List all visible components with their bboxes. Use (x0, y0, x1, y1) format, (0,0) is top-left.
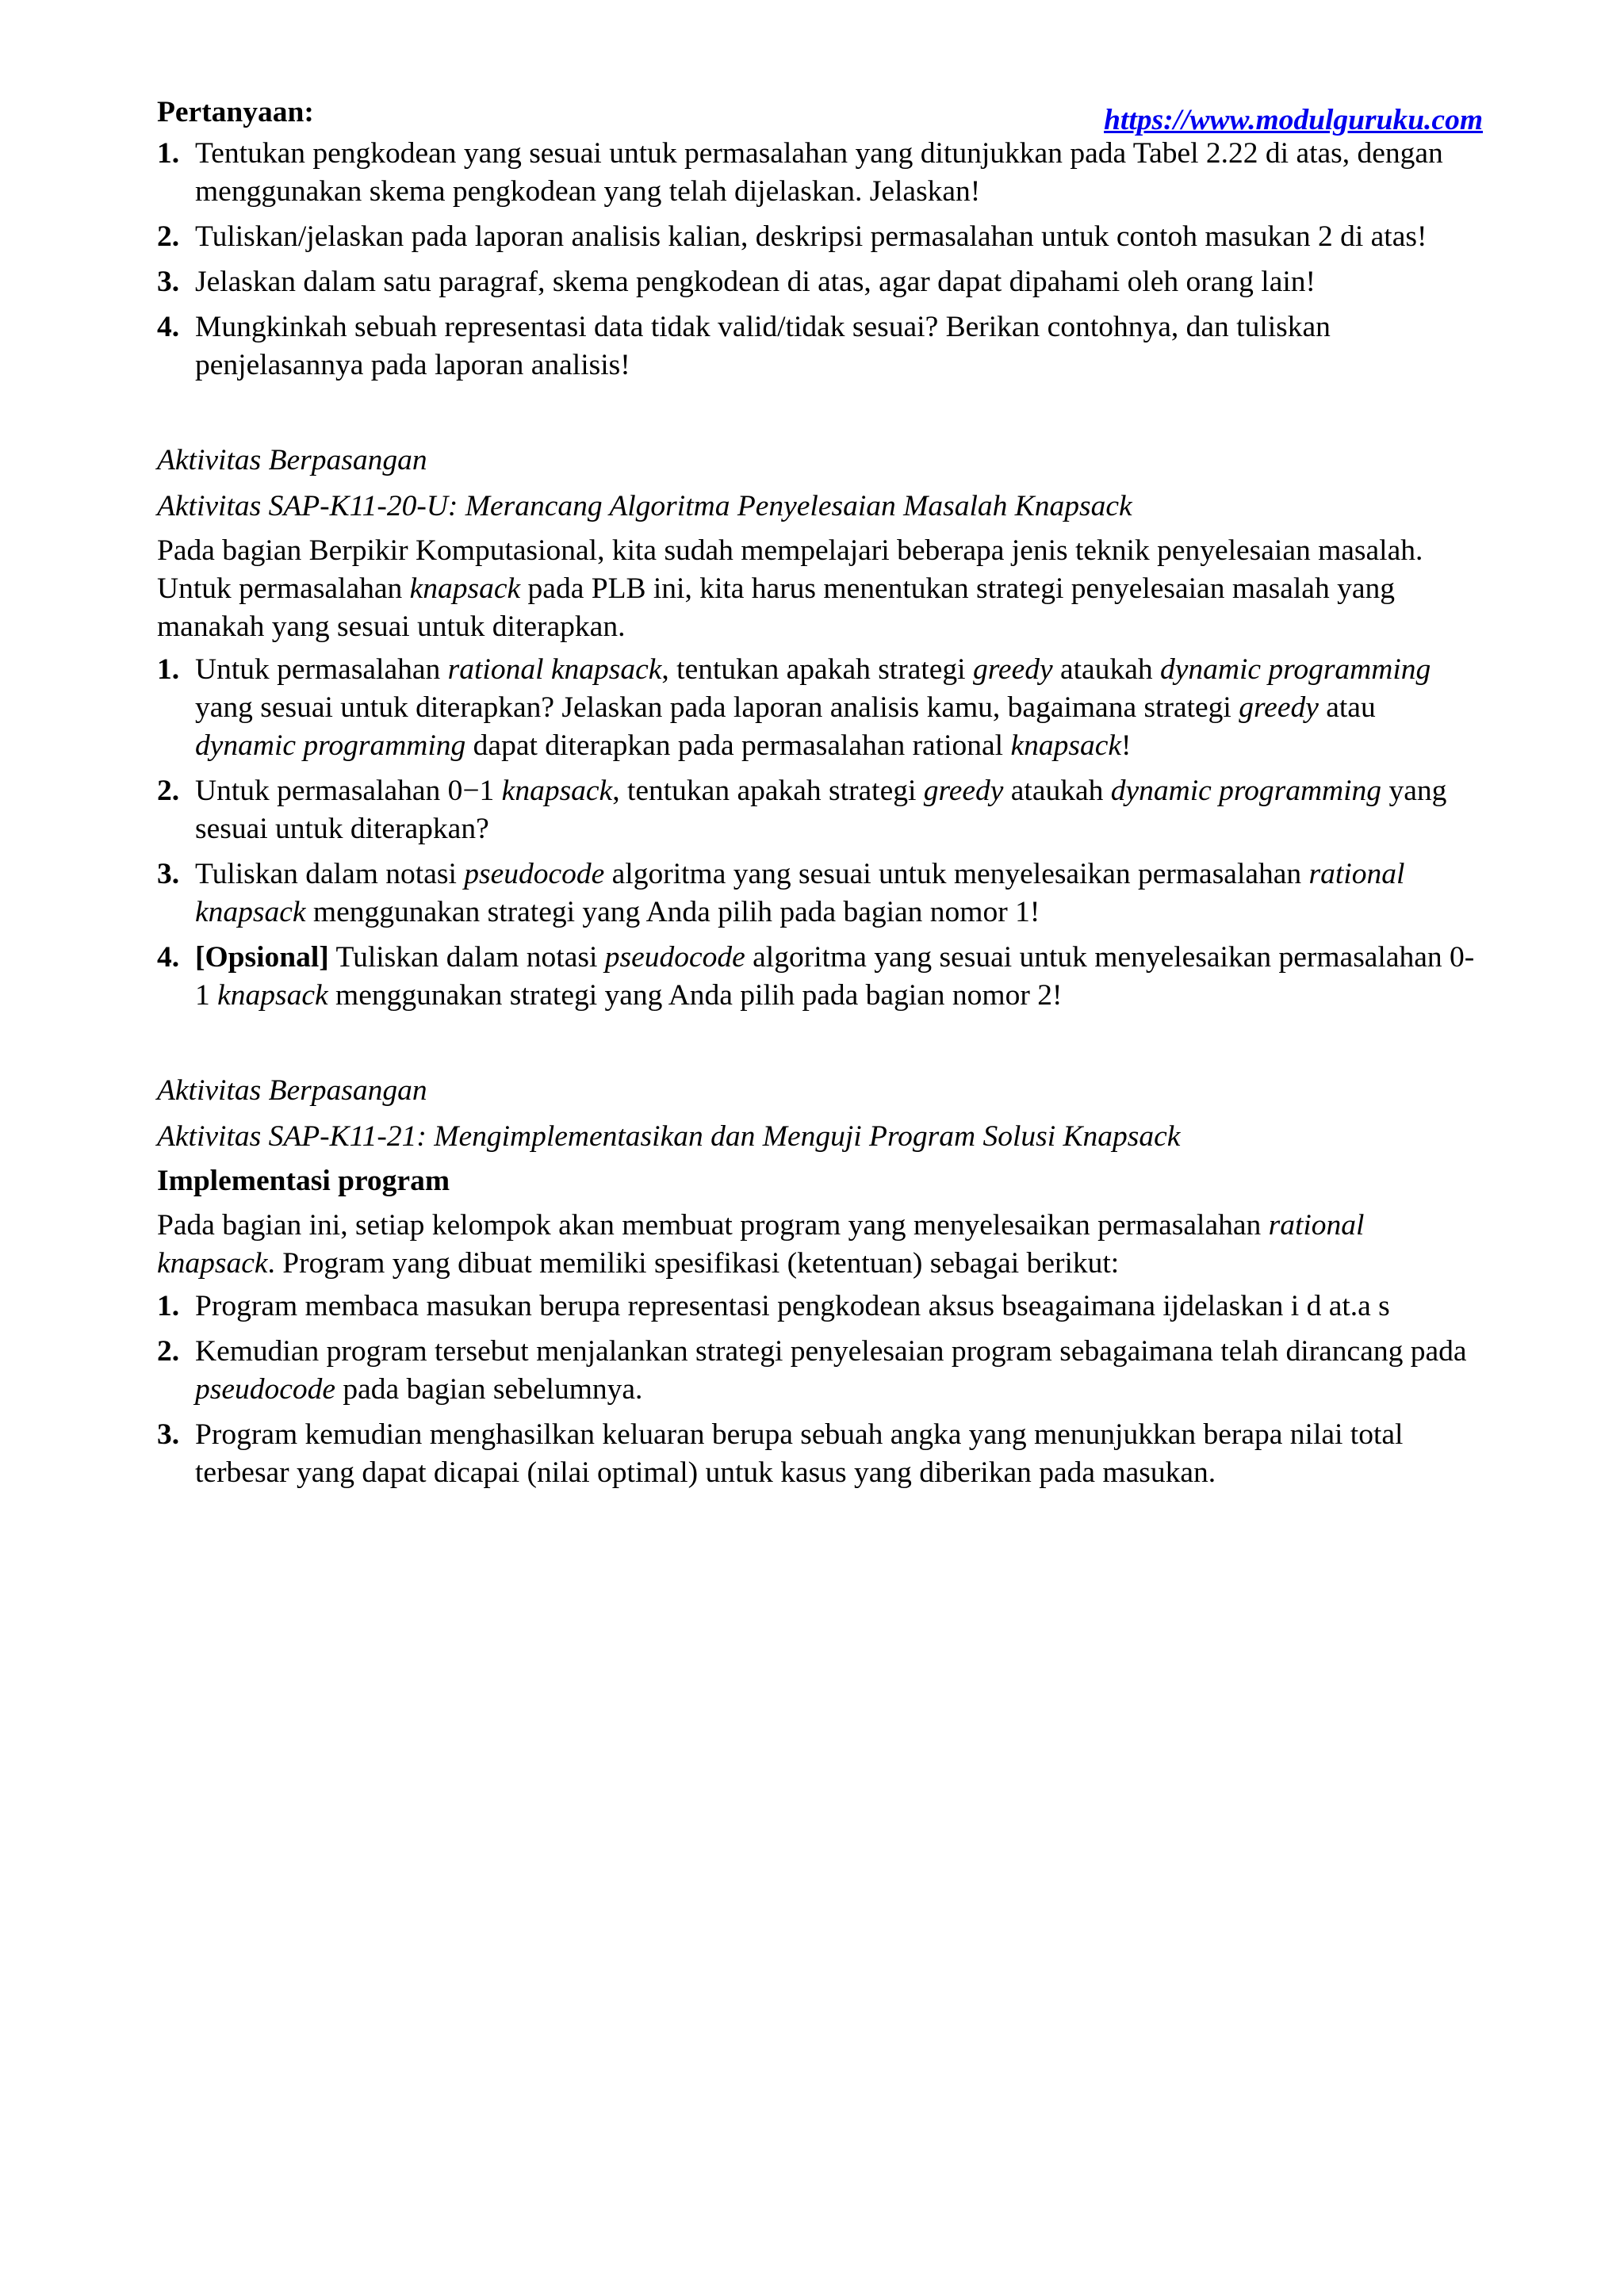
list-number: 1. (157, 137, 180, 170)
list-item (157, 1416, 1483, 1492)
implementation-heading: Implementasi program (157, 1165, 450, 1197)
implementation-intro-paragraph: Pada bagian ini, setiap kelompok akan membuat program yang menyelesaikan permasalahan rational knapsack. Program yang dibuat memiliki spesifikasi (ketentuan) sebagai berikut: (157, 1209, 1365, 1280)
list-item (157, 1333, 1483, 1409)
activity-section-knapsack-implementation (157, 1072, 1483, 1492)
list-number: 1. (157, 1290, 180, 1322)
list-number: 4. (157, 311, 180, 343)
list-item-text: Program kemudian menghasilkan keluaran berupa sebuah angka yang menunjukkan berapa nilai total terbesar yang dapat dicapai (nilai optimal) untuk kasus yang diberikan pada masukan. (195, 1418, 1404, 1489)
list-item-text: Tentukan pengkodean yang sesuai untuk permasalahan yang ditunjukkan pada Tabel 2.22 di atas, dengan menggunakan skema pengkodean yang telah dijelaskan. Jelaskan! (195, 137, 1443, 208)
list-item (157, 218, 1483, 256)
list-number: 1. (157, 653, 180, 686)
list-item (157, 308, 1483, 385)
activity-task-list (157, 651, 1483, 1015)
activity-intro-paragraph: Pada bagian Berpikir Komputasional, kita sudah mempelajari beberapa jenis teknik penyelesaian masalah. Untuk permasalahan knapsack pada PLB ini, kita harus menentukan strategi penyelesaian masalah yang manakah yang sesuai untuk diterapkan. (157, 534, 1423, 643)
list-item (157, 135, 1483, 211)
list-number: 3. (157, 1418, 180, 1451)
list-number: 2. (157, 220, 180, 253)
program-spec-list (157, 1288, 1483, 1492)
list-item (157, 651, 1483, 765)
list-item-text: Untuk permasalahan 0−1 knapsack, tentukan apakah strategi greedy ataukah dynamic programming yang sesuai untuk diterapkan? (195, 775, 1447, 845)
list-number: 3. (157, 858, 180, 890)
activity-title: Aktivitas SAP-K11-21: Mengimplementasikan dan Menguji Program Solusi Knapsack (157, 1120, 1181, 1153)
activity-title: Aktivitas SAP-K11-20-U: Merancang Algoritma Penyelesaian Masalah Knapsack (157, 490, 1132, 522)
list-item (157, 855, 1483, 932)
website-url-link[interactable]: https://www.modulguruku.com (1104, 104, 1483, 136)
list-item-text: Tuliskan dalam notasi pseudocode algoritma yang sesuai untuk menyelesaikan permasalahan rational knapsack menggunakan strategi yang Anda pilih pada bagian nomor 1! (195, 858, 1405, 928)
list-item (157, 1288, 1483, 1326)
list-item-text: Kemudian program tersebut menjalankan strategi penyelesaian program sebagaimana telah dirancang pada pseudocode pada bagian sebelumnya. (195, 1335, 1467, 1406)
list-item (157, 263, 1483, 301)
activity-kind-label: Aktivitas Berpasangan (157, 1074, 427, 1107)
list-item-text: [Opsional] Tuliskan dalam notasi pseudocode algoritma yang sesuai untuk menyelesaikan permasalahan 0-1 knapsack menggunakan strategi yang Anda pilih pada bagian nomor 2! (195, 941, 1475, 1012)
list-number: 4. (157, 941, 180, 974)
list-number: 2. (157, 1335, 180, 1368)
list-item-text: Untuk permasalahan rational knapsack, tentukan apakah strategi greedy ataukah dynamic programming yang sesuai untuk diterapkan? Jelaskan pada laporan analisis kamu, bagaimana strategi greedy atau dynamic programming dapat diterapkan pada permasalahan rational knapsack! (195, 653, 1431, 762)
list-item (157, 939, 1483, 1015)
list-item-text: Jelaskan dalam satu paragraf, skema pengkodean di atas, agar dapat dipahami oleh orang lain! (195, 266, 1316, 298)
list-item-text: Tuliskan/jelaskan pada laporan analisis kalian, deskripsi permasalahan untuk contoh masukan 2 di atas! (195, 220, 1427, 253)
activity-section-knapsack-algorithm (157, 442, 1483, 1015)
questions-heading: Pertanyaan: (157, 96, 314, 128)
list-number: 3. (157, 266, 180, 298)
list-item-text: Program membaca masukan berupa representasi pengkodean aksus bseagaimana ijdelaskan i d at.a s (195, 1290, 1390, 1322)
document-page (157, 94, 1483, 1499)
list-item-text: Mungkinkah sebuah representasi data tidak valid/tidak sesuai? Berikan contohnya, dan tuliskan penjelasannya pada laporan analisis! (195, 311, 1331, 381)
list-item (157, 772, 1483, 848)
questions-list (157, 135, 1483, 385)
list-number: 2. (157, 775, 180, 807)
activity-kind-label: Aktivitas Berpasangan (157, 444, 427, 476)
